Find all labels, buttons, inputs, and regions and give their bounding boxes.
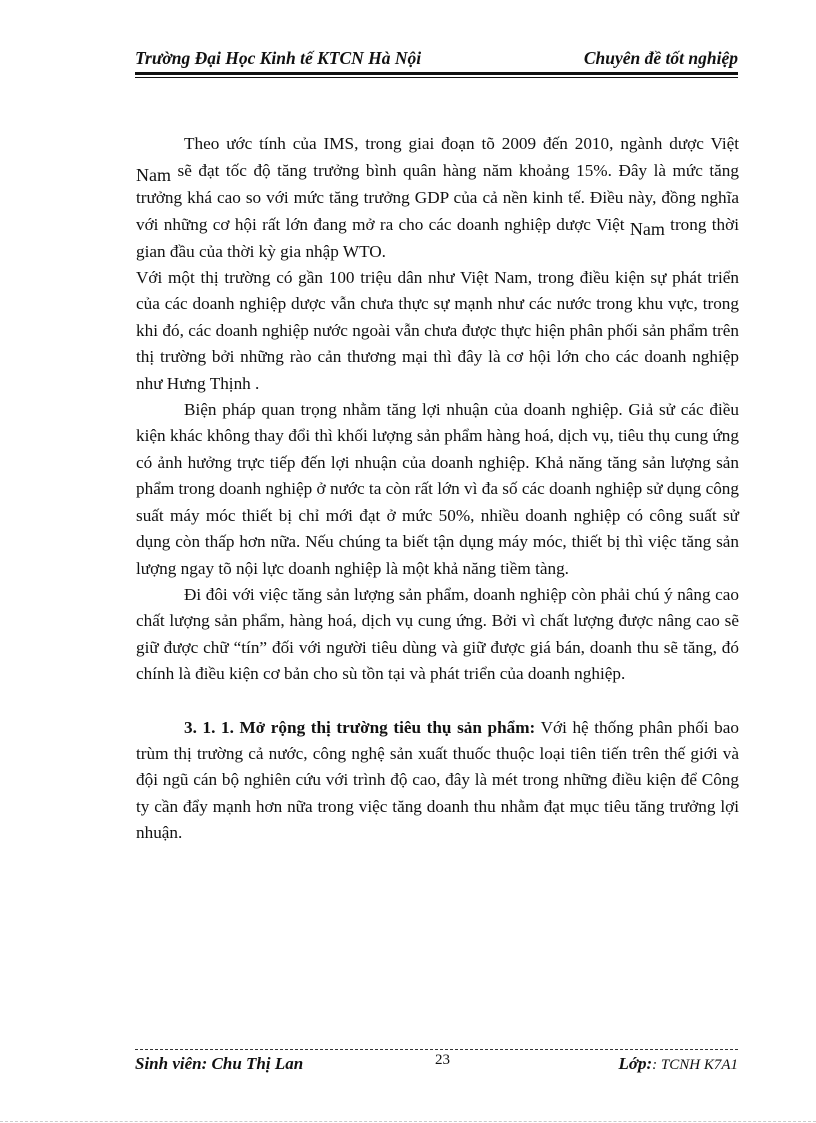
footer-student [135,1054,303,1074]
paragraph-5-text: Với hệ thống phân phối bao trùm thị trường cả nước, công nghệ sản xuất thuốc thuộc loại tiên tiến trên thế giới và đội ngũ cán bộ nghiên cứu với trình độ cao, đây là mét trong những điều kiện để Công ty cần đẩy mạnh hơn nữa trong việc tăng doanh thu nhằm đạt mục tiêu tăng trưởng lợi nhuận. [136,717,739,843]
header-divider [135,72,738,78]
footer-student-name-rest: Thị Lan [246,1054,304,1073]
footer-student-label: Sinh viên: [135,1054,208,1073]
paragraph-2: Với một thị trường có gần 100 triệu dân như Việt Nam, trong điều kiện sự phát triển của các doanh nghiệp dược vẫn chưa thực sự mạnh như các nước trong khu vực, trong khi đó, các doanh nghiệp nước ngoài vẫn chưa được thực hiện phân phối sản phẩm trên thị trường bởi những rào cản thương mại thì đây là cơ hội lớn cho các doanh nghiệp như Hưng Thịnh . [136,268,739,393]
paragraph-1-nam-2: Nam [629,219,665,240]
footer-class [618,1054,738,1074]
page-header [135,48,738,72]
page-footer [135,1054,738,1078]
paragraph-1-text-c: trong thời gian đầu của thời kỳ gia nhập WTO. [136,215,740,261]
footer-student-name-first: Chu [211,1054,242,1073]
paragraph-3: Biện pháp quan trọng nhằm tăng lợi nhuận của doanh nghiệp. Giả sử các điều kiện khác không thay đổi thì khối lượng sản phẩm hàng hoá, dịch vụ, tiêu thụ cung ứng có ảnh hưởng trực tiếp đến lợi nhuận của doanh nghiệp. Khả năng tăng sản lượng sản phẩm trong doanh nghiệp ở nước ta còn rất lớn vì đa số các doanh nghiệp sử dụng công suất máy móc thiết bị chỉ mới đạt ở mức 50%, nhiều doanh nghiệp có công suất sử dụng còn thấp hơn nữa. Nếu chúng ta biết tận dụng máy móc, thiết bị thì việc tăng sản lượng ngay tõ nội lực doanh nghiệp là một khả năng tiềm tàng. [136,400,739,578]
footer-class-label: Lớp: [618,1054,653,1073]
header-document-type: Chuyên đề tốt nghiệp [583,48,738,68]
paragraph-1-nam-1: Nam [136,165,171,186]
footer-divider [135,1049,738,1050]
header-school-name: Trường Đại Học Kinh tế KTCN Hà Nội [135,48,422,68]
paragraph-1-text-b: sẽ đạt tốc độ tăng trưởng bình quân hàng năm khoảng 15%. Đây là mức tăng trưởng khá cao so với mức tăng trưởng GDP của cả nền kinh tế. Điều này, đồng nghĩa với những cơ hội rất lớn đang mở ra cho các doanh nghiệp dược Việt [136,161,739,235]
document-body [136,131,739,847]
paragraph-4: Đi đôi với việc tăng sản lượng sản phẩm, doanh nghiệp còn phải chú ý nâng cao chất lượng sản phẩm, hàng hoá, dịch vụ cung ứng. Bởi vì chất lượng được nâng cao sẽ giữ được chữ “tín” đối với người tiêu dùng và giữ được giá bán, doanh thu sẽ tăng, đó chính là điều kiện cơ bản cho sù tồn tại và phát triển của doanh nghiệp. [136,584,739,684]
paragraph-5 [136,715,739,847]
paragraph-1-text-a: Theo ước tính của IMS, trong giai đoạn tõ 2009 đến 2010, ngành dược Việt [184,134,739,153]
page-bottom-edge [0,1121,816,1122]
page-number: 23 [435,1052,450,1068]
paragraph-1 [136,131,739,265]
footer-class-value: : TCNH K7A1 [652,1057,738,1073]
section-heading: 3. 1. 1. Mở rộng thị trường tiêu thụ sản phẩm: [184,717,536,737]
